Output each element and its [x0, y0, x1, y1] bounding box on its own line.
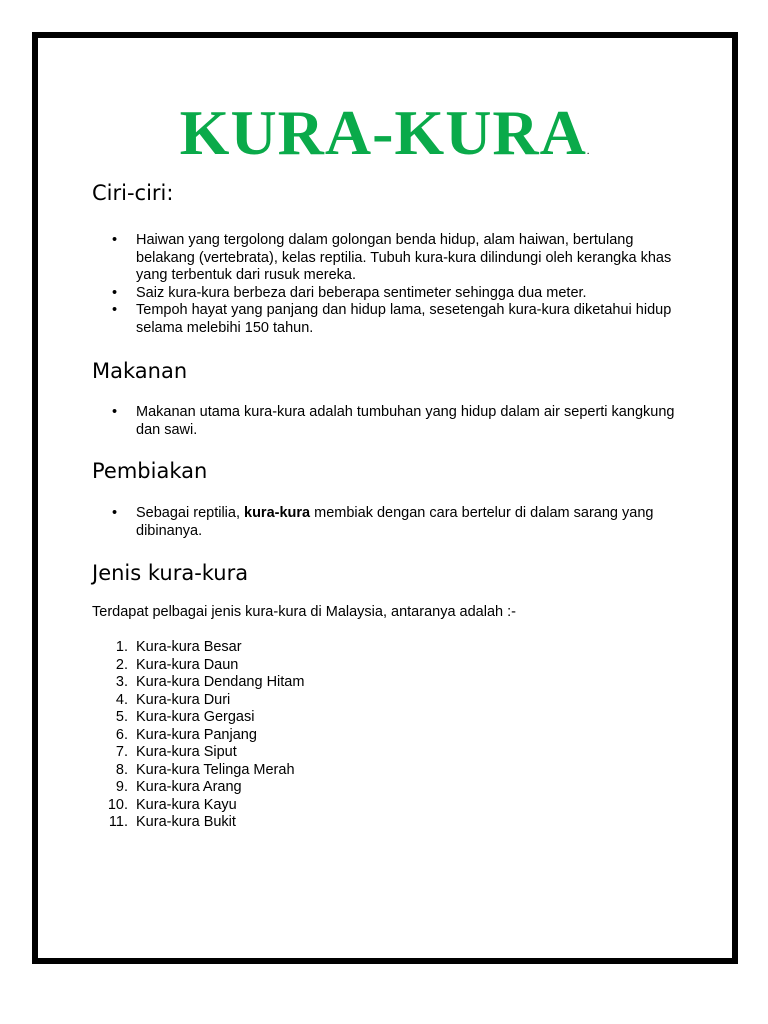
list-item-text: Kura-kura Siput [136, 744, 237, 760]
bullet-icon: • [112, 284, 118, 301]
heading-jenis: Jenis kura-kura [92, 561, 249, 585]
list-item-bold-text: kura-kura [244, 505, 311, 521]
list-item [92, 727, 692, 745]
list-item-text: Makanan utama kura-kura adalah tumbuhan yang hidup dalam air seperti kangkung dan sawi. [136, 404, 675, 438]
list-item-text: Kura-kura Arang [136, 779, 242, 795]
list-item-text: Kura-kura Gergasi [136, 709, 255, 725]
list-number: 8. [115, 761, 128, 778]
bullet-icon: • [112, 302, 118, 318]
list-item-text: Kura-kura Telinga Merah [136, 761, 295, 778]
list-item-text: Haiwan yang tergolong dalam golongan benda hidup, alam haiwan, bertulang belakang (vertebrata), kelas reptilia. Tubuh kura-kura dilindungi oleh kerangka khas yang terbentuk dari rusuk mereka. [136, 232, 672, 283]
list-item [92, 639, 692, 657]
list-jenis [92, 639, 692, 832]
list-pembiakan [92, 505, 692, 540]
list-number: 11. [108, 814, 128, 830]
list-item-text: Kura-kura Duri [136, 691, 231, 708]
list-number: 5. [115, 709, 128, 725]
document-page [32, 32, 738, 964]
heading-ciri: Ciri-ciri: [92, 181, 174, 205]
list-item [92, 762, 692, 780]
list-item-text: Kura-kura Panjang [136, 726, 257, 743]
list-number: 2. [115, 656, 128, 673]
list-item-text: Kura-kura Kayu [136, 796, 237, 813]
list-item-text: Kura-kura Besar [136, 639, 242, 655]
list-number: 10. [107, 796, 128, 813]
list-number: 1. [115, 639, 128, 655]
page-title [38, 98, 732, 187]
list-number: 7. [115, 744, 128, 760]
list-item [92, 674, 692, 692]
list-item [92, 797, 692, 815]
list-item [92, 285, 692, 303]
list-item-text: Saiz kura-kura berbeza dari beberapa sentimeter sehingga dua meter. [136, 284, 587, 301]
list-item [92, 709, 692, 727]
list-number: 4. [115, 691, 128, 708]
title-suffix: . [586, 146, 591, 157]
bullet-icon: • [112, 404, 118, 420]
list-item [92, 302, 692, 337]
list-item [92, 232, 692, 285]
list-ciri [92, 232, 692, 337]
list-item-text: Tempoh hayat yang panjang dan hidup lama, sesetengah kura-kura diketahui hidup selama melebihi 150 tahun. [136, 302, 672, 336]
page-title-text: KURA-KURA [179, 97, 587, 168]
heading-makanan: Makanan [92, 359, 188, 383]
list-item-text: Kura-kura Bukit [136, 814, 236, 830]
list-item [92, 657, 692, 675]
list-item-text: Kura-kura Dendang Hitam [136, 674, 305, 690]
heading-pembiakan: Pembiakan [92, 459, 208, 483]
list-item [92, 814, 692, 832]
bullet-icon: • [112, 232, 118, 248]
list-number: 6. [115, 726, 128, 743]
list-item [92, 744, 692, 762]
list-item [92, 779, 692, 797]
jenis-intro: Terdapat pelbagai jenis kura-kura di Malaysia, antaranya adalah :- [92, 604, 516, 620]
list-makanan [92, 404, 692, 439]
list-number: 3. [115, 674, 128, 690]
list-item-text: membiak dengan cara bertelur di dalam sarang yang dibinanya. [136, 505, 654, 539]
bullet-icon: • [112, 505, 118, 521]
list-item-text: Sebagai reptilia, [136, 505, 245, 521]
list-item [92, 404, 692, 439]
list-item [92, 692, 692, 710]
list-item-text: Kura-kura Daun [136, 656, 239, 673]
list-item [92, 505, 692, 540]
list-number: 9. [115, 779, 128, 795]
